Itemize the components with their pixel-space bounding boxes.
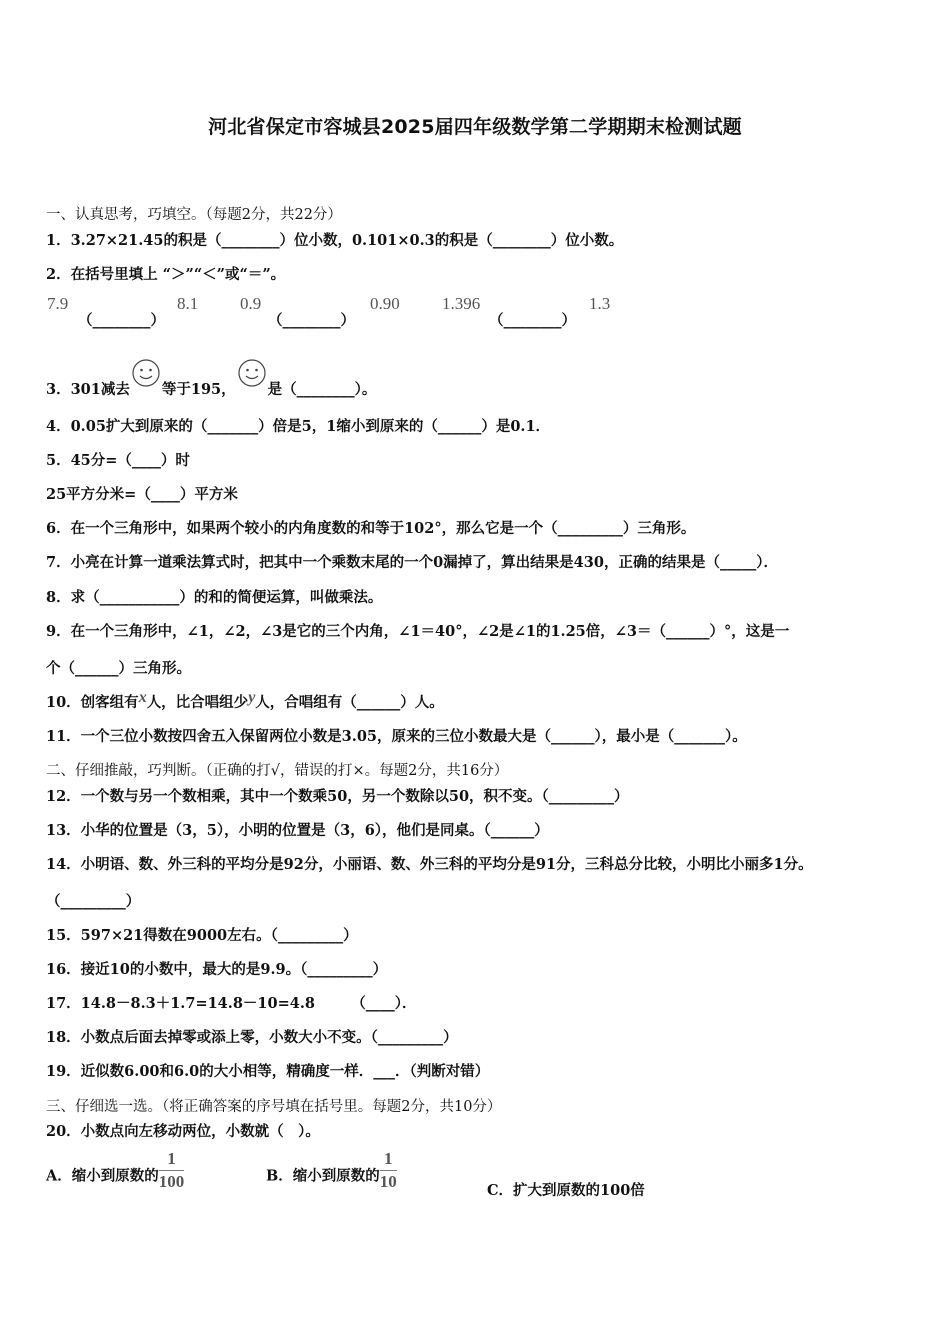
fraction-denominator: 100 [158,1172,185,1191]
question-2: 2．在括号里填上 “＞”“＜”或“＝”。 [46,266,286,283]
question-18: 18．小数点后面去掉零或添上零，小数大小不变。（_________） [46,1029,458,1046]
question-9: 9．在一个三角形中，∠1，∠2，∠3是它的三个内角，∠1＝40°，∠2是∠1的1.25倍，∠3＝（______）°，这是一 [46,623,790,640]
compare-1-blank: （________） [78,312,165,329]
question-10 [46,691,444,712]
question-3 [46,368,376,399]
question-7: 7．小亮在计算一道乘法算式时，把其中一个乘数末尾的一个0漏掉了，算出结果是430，正确的结果是（_____）． [46,554,778,571]
compare-3-right: 1.3 [589,294,611,313]
compare-1-right: 8.1 [177,294,199,313]
option-b[interactable] [266,1149,397,1199]
question-10-part-c: 人，合唱组有（______）人。 [255,694,444,711]
smiley-icon [131,358,161,388]
option-b-label: B．缩小到原数的 [266,1167,380,1185]
section-3-heading: 三、仔细选一选。（将正确答案的序号填在括号里。每题2分，共10分） [46,1099,502,1115]
compare-1-left: 7.9 [47,294,69,313]
question-3-part-b: 等于195， [161,381,236,398]
question-13: 13．小华的位置是（3，5），小明的位置是（3，6），他们是同桌。（______） [46,822,549,839]
question-5b: 25平方分米=（____）平方米 [46,486,238,503]
compare-2-right: 0.90 [370,294,400,313]
question-11: 11．一个三位小数按四舍五入保留两位小数是3.05，原来的三位小数最大是（______），最小是（_______）。 [46,728,747,745]
question-9-continued: 个（______）三角形。 [46,660,191,677]
page-title: 河北省保定市容城县2025届四年级数学第二学期期末检测试题 [208,116,742,138]
question-16: 16．接近10的小数中，最大的是9.9。（_________） [46,961,388,978]
question-19: 19．近似数6.00和6.0的大小相等，精确度一样．___．（判断对错） [46,1063,490,1080]
question-12: 12．一个数与另一个数相乘，其中一个数乘50，另一个数除以50，积不变。（_________） [46,788,629,805]
smiley-icon [237,358,267,388]
section-2-heading: 二、仔细推敲，巧判断。（正确的打√，错误的打×。每题2分，共16分） [46,763,509,779]
compare-3-blank: （________） [489,312,576,329]
question-6: 6．在一个三角形中，如果两个较小的内角度数的和等于102°，那么它是一个（_________）三角形。 [46,520,696,537]
compare-2-left: 0.9 [240,294,262,313]
question-14-answer: （_________） [46,893,141,910]
question-10-part-a: 10．创客组有 [46,694,139,711]
question-17: 17．14.8－8.3＋1.7=14.8－10=4.8 （____）． [46,995,417,1012]
fraction-1-100 [159,1148,185,1193]
question-20: 20．小数点向左移动两位，小数就（ ）。 [46,1123,320,1140]
question-5a: 5．45分=（____）时 [46,452,190,469]
option-c[interactable]: C．扩大到原数的100倍 [487,1182,645,1199]
fraction-numerator: 1 [159,1148,185,1171]
option-a[interactable] [46,1149,185,1199]
fraction-denominator: 10 [379,1172,397,1191]
question-8: 8．求（___________）的和的简便运算，叫做乘法。 [46,589,383,606]
question-15: 15．597×21得数在9000左右。（_________） [46,927,358,944]
compare-2-blank: （________） [268,312,355,329]
fraction-numerator: 1 [380,1148,397,1171]
question-10-part-b: 人，比合唱组少 [146,694,249,711]
question-14: 14．小明语、数、外三科的平均分是92分，小丽语、数、外三科的平均分是91分，三科总分比较，小明比小丽多1分。 [46,856,813,873]
question-4: 4．0.05扩大到原来的（_______）倍是5，1缩小到原来的（______）是0.1． [46,418,551,435]
option-a-label: A．缩小到原数的 [46,1167,159,1185]
fraction-1-10 [380,1148,397,1193]
compare-3-left: 1.396 [442,294,481,313]
section-1-heading: 一、认真思考，巧填空。（每题2分，共22分） [46,207,342,223]
variable-y: y [248,689,256,706]
question-3-part-c: 是（________）。 [267,381,377,398]
question-1: 1．3.27×21.45的积是（________）位小数，0.101×0.3的积是（________）位小数。 [46,232,624,249]
variable-x: x [138,689,147,706]
question-3-part-a: 3．301减去 [46,381,130,398]
